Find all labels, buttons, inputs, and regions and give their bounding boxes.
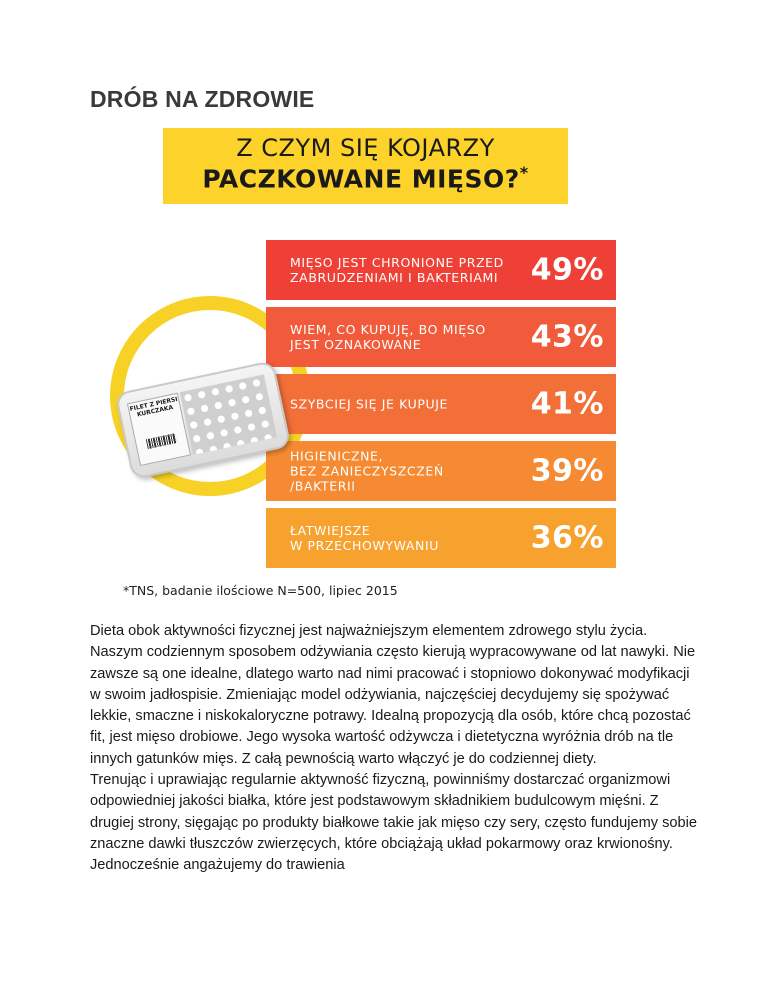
barcode-icon [146, 433, 177, 449]
product-label-text: FILET Z PIERSI KURCZAKA [129, 395, 179, 419]
headline-box [163, 128, 568, 204]
bar-value: 41% [530, 386, 604, 422]
bar-label: WIEM, CO KUPUJĘ, BO MIĘSO JEST OZNAKOWANE [290, 322, 486, 352]
survey-bar [266, 441, 616, 501]
footnote: *TNS, badanie ilościowe N=500, lipiec 2015 [123, 583, 398, 598]
survey-bar [266, 508, 616, 568]
page-title: DRÓB NA ZDROWIE [90, 86, 315, 112]
headline-line2 [163, 163, 568, 193]
article-body [90, 621, 700, 877]
article-paragraph: Trenując i uprawiając regularnie aktywność fizyczną, powinniśmy dostarczać organizmowi odpowiedniej jakości białka, które jest podstawowym składnikiem budulcowym mięśni. Z drugiej strony, sięgając po produkty białkowe takie jak mięso czy sery, często fundujemy sobie znaczne dawki tłuszczów zwierzęcych, które obciążają układ pokarmowy oraz krwionośny. Jednocześnie angażujemy do trawienia [90, 772, 698, 874]
headline-line2-text: PACZKOWANE MIĘSO? [202, 164, 520, 194]
headline-asterisk: * [519, 163, 529, 182]
headline-line1: Z CZYM SIĘ KOJARZY [236, 134, 495, 162]
tray-pattern [180, 374, 277, 454]
bar-label: MIĘSO JEST CHRONIONE PRZED ZABRUDZENIAMI I BAKTERIAMI [290, 255, 504, 285]
bar-value: 39% [530, 453, 604, 489]
bar-value: 43% [530, 319, 604, 355]
survey-bar [266, 240, 616, 300]
bar-label: ŁATWIEJSZE W PRZECHOWYWANIU [290, 523, 439, 553]
infographic [110, 128, 650, 608]
bar-value: 49% [530, 252, 604, 288]
bar-value: 36% [530, 520, 604, 556]
article-paragraph: Dieta obok aktywności fizycznej jest najważniejszym elementem zdrowego stylu życia. Naszym codziennym sposobem odżywiania często kierują wypracowywane od lat nawyki. Nie zawsze są one idealne, dlatego warto nad nimi pracować i stopniowo dokonywać modyfikacji w swoim jadłospisie. Zmieniając model odżywiania, najczęściej decydujemy się spożywać lekkie, smaczne i niskokaloryczne potrawy. Idealną propozycją dla osób, które chcą pozostać fit, jest mięso drobiowe. Jego wysoka wartość odżywcza i dietetyczna wyróżnia drób na tle innych gatunków mięs. Z całą pewnością warto włączyć je do codziennej diety. [90, 623, 696, 767]
bar-label: SZYBCIEJ SIĘ JE KUPUJE [290, 396, 448, 412]
survey-bar [266, 374, 616, 434]
bar-label: HIGIENICZNE, BEZ ZANIECZYSZCZEŃ /BAKTERII [290, 448, 444, 494]
survey-bar [266, 307, 616, 367]
